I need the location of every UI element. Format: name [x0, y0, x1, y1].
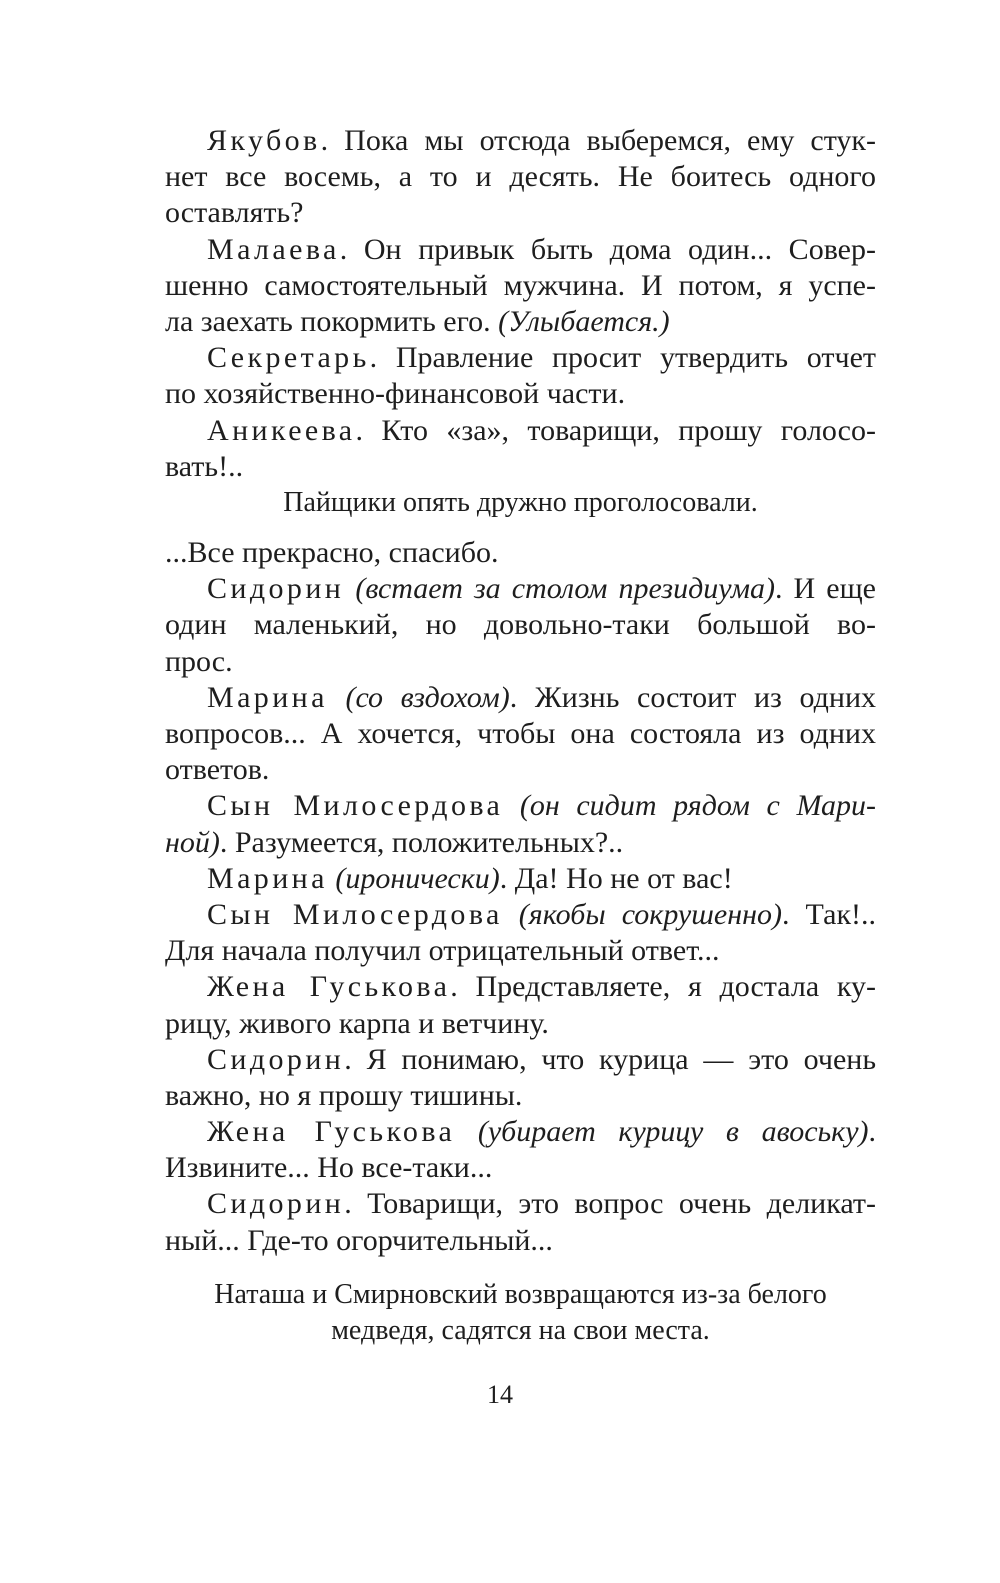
line-text: . Представляете, я достала ку-	[450, 970, 877, 1004]
speaker-name: Жена Гуськова	[207, 970, 451, 1004]
speaker-name: Секретарь	[207, 341, 370, 375]
line-text: ответов.	[165, 753, 270, 787]
stage-remark: (он сидит рядом с Мари-	[519, 789, 876, 823]
text-line	[165, 304, 876, 340]
line-text: . Так!..	[781, 897, 877, 931]
stage-remark: (Улыбается.)	[498, 304, 670, 338]
line-text: оставлять?	[165, 196, 304, 230]
page-number: 14	[487, 1380, 513, 1409]
text-line	[165, 571, 876, 607]
text-line	[165, 232, 876, 268]
text-line	[165, 825, 876, 861]
line-text: вать!..	[165, 449, 244, 483]
text-line	[165, 644, 876, 680]
text-line	[165, 123, 876, 159]
line-text: . Жизнь состоит из одних	[509, 680, 876, 714]
line-text: . Да! Но не от вас!	[499, 861, 733, 895]
text-line	[165, 413, 876, 449]
text-line	[165, 376, 876, 412]
line-text: ла заехать покормить его.	[165, 304, 499, 338]
text-line	[165, 195, 876, 231]
speaker-name: Жена Гуськова	[207, 1115, 456, 1149]
line-text	[344, 572, 355, 605]
page-body	[165, 123, 876, 1349]
line-text: медведя, садятся на свои места.	[331, 1315, 710, 1346]
text-line	[165, 535, 876, 571]
line-text: . Кто «за», товарищи, прошу голосо-	[355, 413, 876, 447]
stage-direction	[165, 1277, 876, 1313]
stage-direction	[165, 485, 876, 521]
text-line	[165, 449, 876, 485]
line-text: . Разумеется, положительных?..	[219, 825, 624, 859]
stage-remark: ной)	[165, 825, 220, 859]
line-text	[455, 1115, 478, 1148]
text-line	[165, 680, 876, 716]
spacer	[165, 1259, 876, 1277]
speaker-name: Сидорин	[207, 572, 345, 606]
line-text	[503, 789, 520, 822]
line-text: . Пока мы отсюда выберемся, ему стук-	[320, 124, 876, 157]
line-text: Наташа и Смирновский возвращаются из-за белого	[214, 1278, 827, 1310]
line-text: .	[868, 1115, 877, 1149]
text-line	[165, 268, 876, 304]
text-line	[165, 1150, 876, 1186]
text-line	[165, 607, 876, 643]
speaker-name: Сидорин	[207, 1042, 345, 1076]
speaker-name: Сын Милосердова	[207, 897, 503, 931]
speaker-name: Марина	[207, 861, 328, 895]
speaker-name: Аникеева	[207, 413, 356, 447]
line-text: один маленький, но довольно-таки большой во-	[165, 608, 876, 642]
stage-remark: (якобы сокрушенно)	[518, 897, 782, 931]
text-line	[165, 159, 876, 195]
text-line	[165, 969, 876, 1005]
line-text	[328, 681, 346, 714]
text-line	[165, 897, 876, 933]
text-line	[165, 1006, 876, 1042]
text-line	[165, 788, 876, 824]
line-text: Пайщики опять дружно проголосовали.	[283, 486, 758, 518]
text-line	[165, 716, 876, 752]
text-line	[165, 1078, 876, 1114]
text-line	[165, 1114, 876, 1150]
speaker-name: Сын Милосердова	[207, 789, 504, 823]
line-text: прос.	[165, 644, 233, 678]
text-line	[165, 1186, 876, 1222]
speaker-name: Якубов	[207, 124, 321, 157]
line-text: . И еще	[774, 572, 876, 606]
speaker-name: Марина	[207, 680, 328, 714]
text-line	[165, 933, 876, 969]
text-line	[165, 340, 876, 376]
speaker-name: Малаева	[207, 232, 340, 266]
spacer	[165, 521, 876, 535]
line-text: нет все восемь, а то и десять. Не боитесь одного	[165, 160, 876, 194]
text-line	[165, 1223, 876, 1259]
speaker-name: Сидорин	[207, 1187, 345, 1221]
line-text: . Он привык быть дома один... Совер-	[339, 232, 876, 266]
text-line	[165, 1042, 876, 1078]
text-line	[165, 861, 876, 897]
line-text: . Товарищи, это вопрос очень деликат-	[344, 1187, 876, 1221]
text-line	[165, 752, 876, 788]
line-text: . Я понимаю, что курица — это очень	[344, 1042, 876, 1076]
line-text: . Правление просит утвердить отчет	[369, 341, 876, 375]
stage-direction	[165, 1313, 876, 1349]
line-text: ный... Где-то огорчительный...	[165, 1223, 553, 1257]
stage-remark: (иронически)	[335, 861, 500, 895]
stage-remark: (со вздохом)	[345, 680, 510, 714]
line-text: по хозяйственно-финансовой части.	[165, 377, 626, 411]
line-text: шенно самостоятельный мужчина. И потом, я успе-	[165, 268, 876, 302]
line-text: вопросов... А хочется, чтобы она состояла из одних	[165, 717, 876, 750]
line-text: рицу, живого карпа и ветчину.	[165, 1006, 549, 1040]
line-text: Для начала получил отрицательный ответ...	[165, 934, 720, 968]
line-text: ...Все прекрасно, спасибо.	[165, 536, 499, 570]
line-text: важно, но я прошу тишины.	[165, 1078, 523, 1112]
line-text: Извините... Но все-таки...	[165, 1151, 493, 1185]
stage-remark: (встает за столом президиума)	[355, 572, 775, 606]
line-text	[503, 898, 519, 931]
stage-remark: (убирает курицу в авоську)	[477, 1115, 869, 1149]
